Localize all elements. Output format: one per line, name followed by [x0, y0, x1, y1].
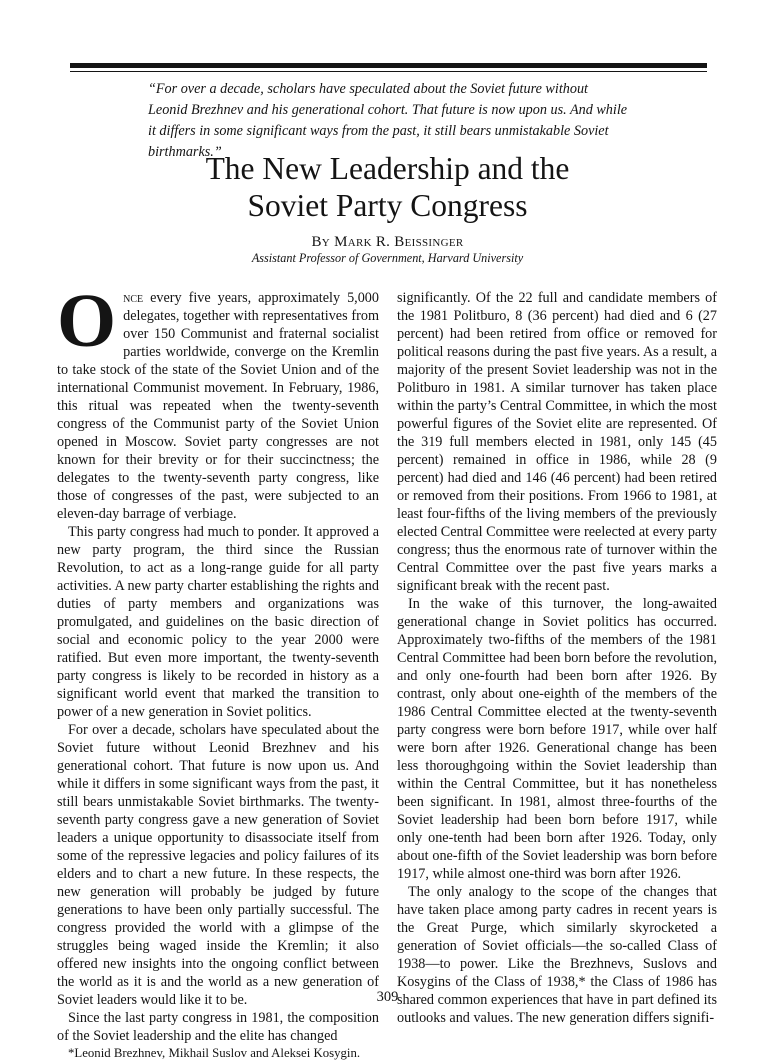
author-affiliation: Assistant Professor of Government, Harvard University	[251, 251, 524, 265]
pull-quote: “For over a decade, scholars have speculated about the Soviet future without Leonid Brezhnev and his generational cohort. That future is now upon us. And while it differs in some significant ways from the past, it still bears unmistakable Soviet birthmarks.”	[148, 81, 628, 160]
paragraph-4: Since the last party congress in 1981, the composition of the Soviet leadership and the elite has changed	[57, 1010, 379, 1044]
footnote: *Leonid Brezhnev, Mikhail Suslov and Aleksei Kosygin.	[68, 1046, 361, 1060]
byline: By Mark R. Beissinger	[311, 234, 464, 250]
article-title	[0, 150, 775, 224]
paragraph-2: This party congress had much to ponder. It approved a new party program, the third since the Russian Revolution, to act as a long-range guide for all party activities. A new party charter establishing the rights and duties of party members and organizations was promulgated, and guidelines on the basic direction of social and economic policy to the year 2000 were ratified. But even more important, the twenty-seventh party congress is likely to be recorded in history as a significant world event that marked the transition to power of a new generation in Soviet politics.	[57, 524, 379, 720]
paragraph-3: For over a decade, scholars have speculated about the Soviet future without Leonid Brezhnev and his generational cohort. That future is now upon us. And while it differs in some significant ways from the past, it still bears unmistakable Soviet birthmarks. The twenty-seventh party congress gave a new generation of Soviet leaders a unique opportunity to disassociate itself from some of the repressive legacies and policy failures of its elders and to chart a new future. In these respects, the new generation will probably be judged by future generations to have been only partially successful. The congress provided the world with a glimpse of the struggles being waged inside the Kremlin; it also offered new insights into the ongoing conflict between the world as it is and the world as a new generation of Soviet leaders would like it to be.	[57, 722, 379, 1008]
header-rule-thin	[70, 71, 707, 72]
drop-cap: O	[57, 279, 117, 363]
page-number: 309	[376, 989, 399, 1005]
column-right	[397, 289, 717, 1027]
column-left	[57, 279, 379, 1061]
header-rule-thick	[70, 63, 707, 68]
paragraph-4-continued: significantly. Of the 22 full and candidate members of the 1981 Politburo, 8 (36 percent) had died and 6 (27 percent) had been retired from office or removed for political reasons during the past five years. As a result, a majority of the present Soviet leadership was not in the Politburo in 1981. A similar turnover has taken place within the party’s Central Committee, in which the most powerful figures of the Soviet elite are represented. Of the 319 full members elected in 1981, only 145 (45 percent) remained in office in 1986, while 28 (9 percent) had died and 146 (46 percent) had been retired or removed from their positions. From 1966 to 1981, at least four-fifths of the living members of the previously elected Central Committee were reelected at every party congress; thus the enormous rate of turnover within the Central Committee over the past five years marks a significant break with the recent past.	[397, 290, 717, 594]
paragraph-5: In the wake of this turnover, the long-awaited generational change in Soviet politics has occurred. Approximately two-fifths of the members of the 1981 Central Committee had been born before the revolution, and only one-fourth had been born after 1926. By contrast, only about one-eighth of the members of the 1986 Central Committee elected at the twenty-seventh party congress were born before 1917, while over half were born after 1926. Generational change has been less thoroughgoing within the Soviet leadership than within the Central Committee, but it has nonetheless been significant. In 1981, almost three-fourths of the Soviet leadership had been born before 1917, while only one-tenth had been born after 1926. Today, only about one-fifth of the Soviet leadership was born before 1917, while almost one-third was born after 1926.	[397, 596, 717, 882]
title-line-1: The New Leadership and the	[205, 151, 570, 186]
paragraph-6: The only analogy to the scope of the changes that have taken place among party cadres in recent years is the Great Purge, which similarly skyrocketed a generation of Soviet officials—the so-called Class of 1938—to power. Like the Brezhnevs, Suslovs and Kosygins of the Class of 1938,* the Class of 1986 has shared common experiences that have in part defined its outlooks and values. The new generation differs signifi-	[397, 884, 717, 1026]
title-line-2: Soviet Party Congress	[247, 188, 528, 223]
paragraph-1-text: every five years, approximately 5,000 delegates, together with representatives from over 150 Communist and fraternal socialist parties worldwide, converge on the Kremlin to take stock of the state of the Soviet Union and of the international Communist movement. In February, 1986, this ritual was repeated when the twenty-seventh congress of the Communist party of the Soviet Union opened in Moscow. Soviet party congresses are not known for their brevity or for their succinctness; the delegates to the twenty-seventh party congress, like those of congresses of the past, were subjected to an eleven-day barrage of verbiage.	[57, 290, 379, 522]
lead-in: nce	[123, 290, 144, 306]
paragraph-1	[57, 279, 379, 523]
